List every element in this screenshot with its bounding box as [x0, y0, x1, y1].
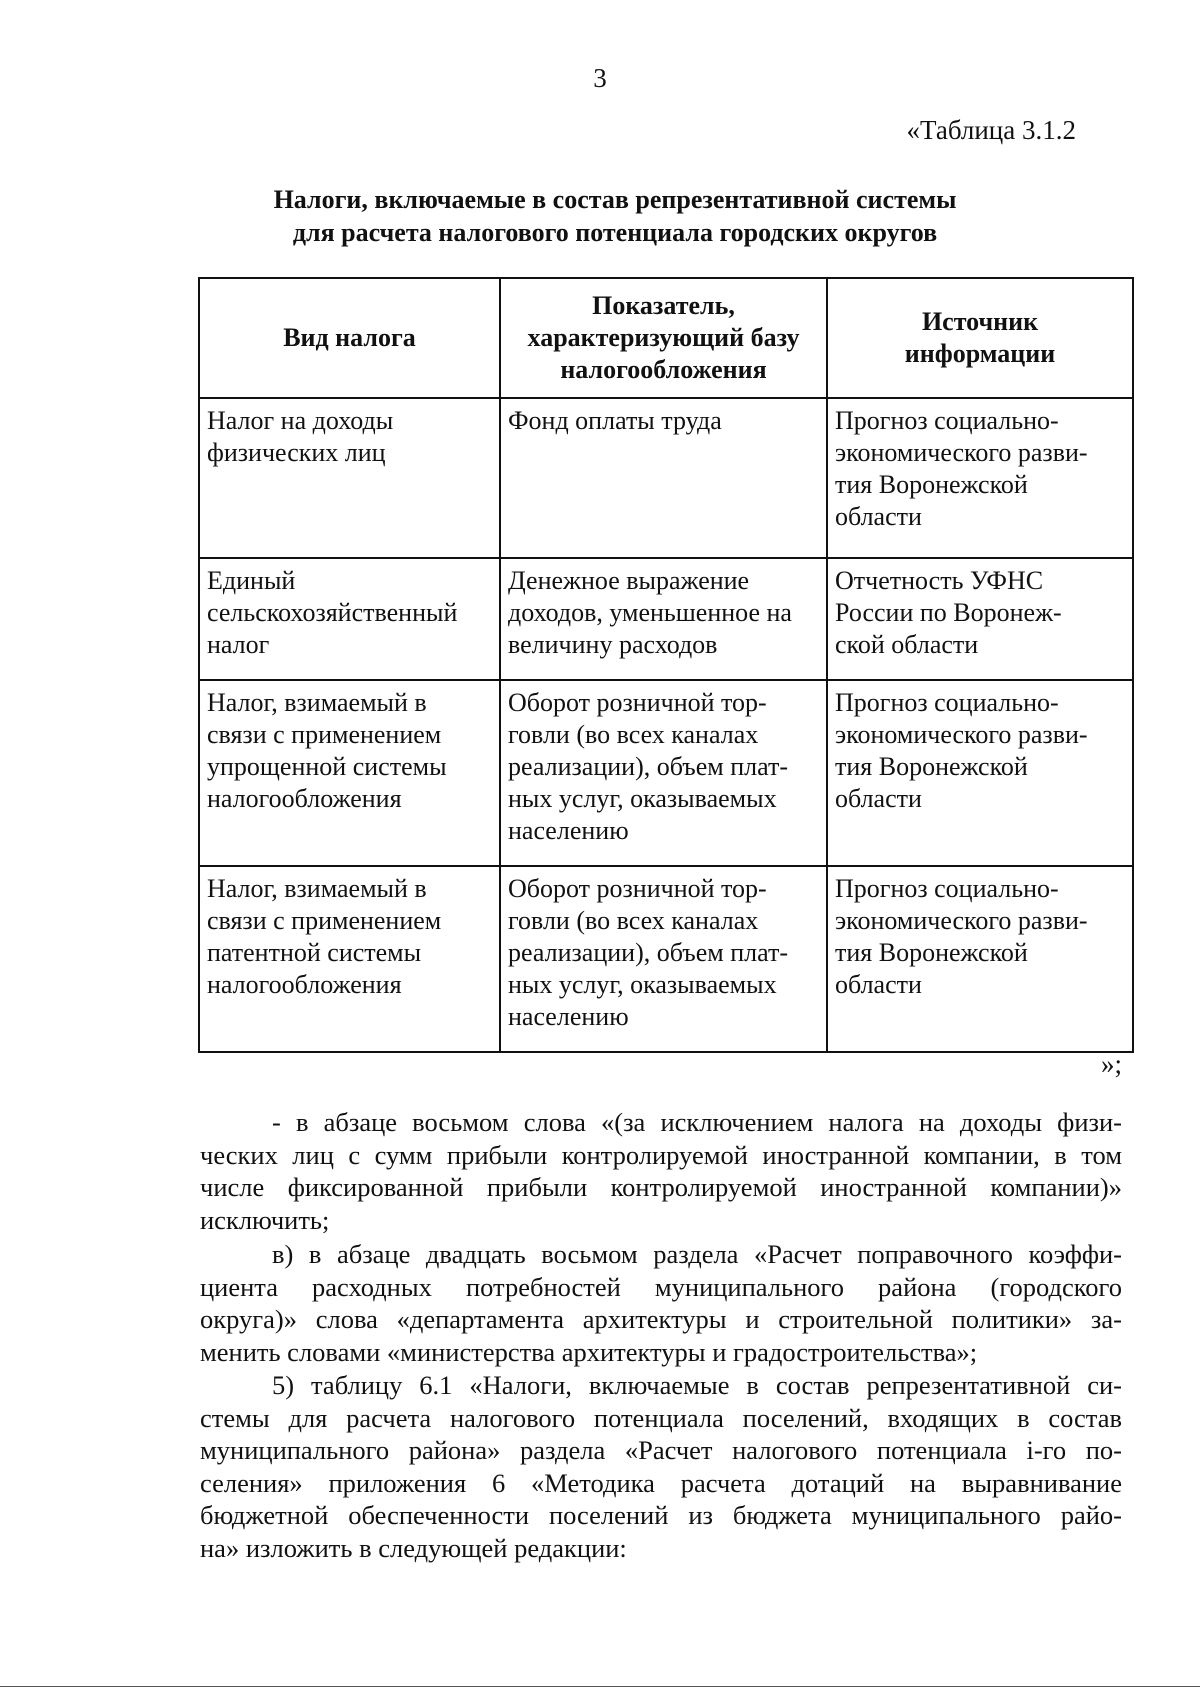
cell-line: величину расходов — [508, 630, 718, 659]
paragraph-line: 5) таблицу 6.1 «Налоги, включаемые в состав репрезентативной си- — [272, 1370, 1122, 1400]
header-tax-base — [500, 278, 827, 398]
table-closing-quote: »; — [1100, 1049, 1122, 1079]
cell-line: Оборот розничной тор- — [508, 874, 767, 903]
cell-line: области — [835, 784, 922, 813]
cell-line: доходов, уменьшенное на — [508, 598, 792, 627]
cell-line: Фонд оплаты труда — [508, 406, 722, 435]
cell-line: связи с применением — [207, 906, 442, 935]
table-title-line: для расчета налогового потенциала городских округов — [292, 218, 938, 247]
cell-line: Налог, взимаемый в — [207, 874, 427, 903]
header-line: Показатель, — [592, 291, 735, 320]
cell-tax-type — [199, 680, 500, 866]
paragraph — [200, 1238, 1122, 1368]
cell-tax-base — [500, 398, 827, 558]
cell-line: населению — [508, 1002, 629, 1031]
paragraph-line: числе фиксированной прибыли контролируемой иностранной компании)» — [200, 1172, 1122, 1203]
cell-line: тия Воронежской — [835, 752, 1028, 781]
cell-tax-base — [500, 866, 827, 1052]
cell-line: реализации), объем плат- — [508, 752, 789, 781]
cell-line: ных услуг, оказываемых — [508, 970, 777, 999]
table-header-row — [199, 278, 1133, 398]
cell-tax-base — [500, 558, 827, 680]
paragraph-line: на» изложить в следующей редакции: — [200, 1532, 627, 1563]
cell-line: Прогноз социально- — [835, 406, 1059, 435]
cell-source — [827, 398, 1133, 558]
cell-line: налог — [207, 630, 270, 659]
table-row — [199, 398, 1133, 558]
header-source — [827, 278, 1133, 398]
table-row — [199, 558, 1133, 680]
table-label: «Таблица 3.1.2 — [906, 115, 1076, 145]
cell-line: области — [835, 502, 922, 531]
header-line: информации — [904, 339, 1056, 368]
cell-line: физических лиц — [207, 438, 386, 467]
cell-line: налогообложения — [207, 784, 402, 813]
paragraph-line: исключить; — [200, 1204, 330, 1235]
paragraph-line: в) в абзаце двадцать восьмом раздела «Расчет поправочного коэффи- — [272, 1239, 1122, 1269]
table-title-line: Налоги, включаемые в состав репрезентативной системы — [273, 185, 957, 214]
header-tax-type — [199, 278, 500, 398]
paragraph-line: менить словами «министерства архитектуры и градостроительства»; — [200, 1336, 978, 1367]
cell-line: ской области — [835, 630, 979, 659]
table-title — [200, 183, 1030, 249]
cell-tax-type — [199, 398, 500, 558]
cell-source — [827, 558, 1133, 680]
cell-line: связи с применением — [207, 720, 442, 749]
cell-line: говли (во всех каналах — [508, 720, 759, 749]
page-number: 3 — [593, 63, 607, 93]
cell-line: патентной системы — [207, 938, 422, 967]
cell-line: говли (во всех каналах — [508, 906, 759, 935]
paragraph-line: ческих лиц с сумм прибыли контролируемой иностранной компании, в том — [200, 1139, 1122, 1170]
cell-line: упрощенной системы — [207, 752, 447, 781]
cell-line: ных услуг, оказываемых — [508, 784, 777, 813]
cell-line: Единый — [207, 566, 296, 595]
cell-line: Налог на доходы — [207, 406, 394, 435]
paragraph-line: селения» приложения 6 «Методика расчета дотаций на выравнивание — [200, 1467, 1122, 1498]
paragraph-line: - в абзаце восьмом слова «(за исключением налога на доходы физи- — [272, 1107, 1122, 1137]
cell-line: Прогноз социально- — [835, 688, 1059, 717]
cell-line: тия Воронежской — [835, 938, 1028, 967]
table-row — [199, 680, 1133, 866]
header-line: налогообложения — [560, 355, 767, 384]
cell-line: Оборот розничной тор- — [508, 688, 767, 717]
cell-line: тия Воронежской — [835, 470, 1028, 499]
scan-edge-line — [0, 1686, 1200, 1687]
tax-table — [198, 277, 1134, 1053]
cell-tax-type — [199, 558, 500, 680]
cell-line: налогообложения — [207, 970, 402, 999]
cell-line: экономического разви- — [835, 720, 1088, 749]
cell-line: реализации), объем плат- — [508, 938, 789, 967]
cell-line: Отчетность УФНС — [835, 566, 1044, 595]
header-line: характеризующий базу — [527, 323, 800, 352]
paragraph — [200, 1106, 1122, 1236]
cell-line: Налог, взимаемый в — [207, 688, 427, 717]
cell-tax-type — [199, 866, 500, 1052]
header-line: Источник — [921, 307, 1039, 336]
table-row — [199, 866, 1133, 1052]
cell-tax-base — [500, 680, 827, 866]
cell-line: Денежное выражение — [508, 566, 750, 595]
paragraph-line: бюджетной обеспеченности поселений из бюджета муниципального райо- — [200, 1500, 1122, 1531]
cell-line: населению — [508, 816, 629, 845]
cell-line: области — [835, 970, 922, 999]
cell-line: России по Воронеж- — [835, 598, 1062, 627]
paragraph — [200, 1369, 1122, 1565]
cell-line: экономического разви- — [835, 438, 1088, 467]
cell-line: сельскохозяйственный — [207, 598, 458, 627]
header-line: Вид налога — [283, 323, 416, 352]
paragraph-line: циента расходных потребностей муниципального района (городского — [200, 1271, 1122, 1302]
paragraph-line: округа)» слова «департамента архитектуры и строительной политики» за- — [200, 1304, 1122, 1335]
cell-line: Прогноз социально- — [835, 874, 1059, 903]
paragraph-line: муниципального района» раздела «Расчет налогового потенциала i-го по- — [200, 1435, 1122, 1466]
cell-source — [827, 680, 1133, 866]
cell-line: экономического разви- — [835, 906, 1088, 935]
cell-source — [827, 866, 1133, 1052]
paragraph-line: стемы для расчета налогового потенциала поселений, входящих в состав — [200, 1402, 1122, 1433]
